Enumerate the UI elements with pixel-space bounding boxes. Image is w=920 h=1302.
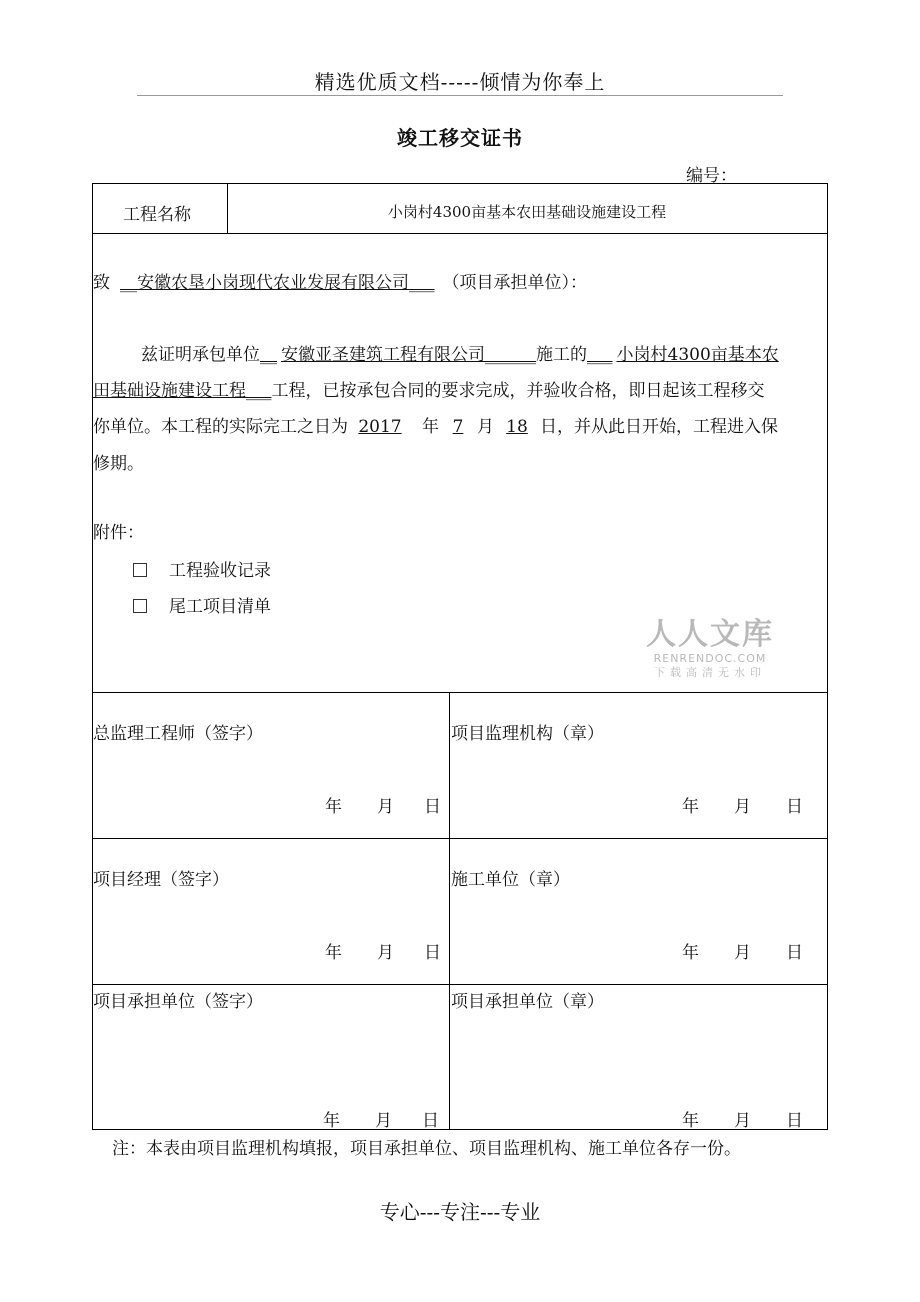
row-divider xyxy=(93,233,827,234)
completion-month: 7 xyxy=(452,417,464,437)
year-label: 年 xyxy=(422,417,439,437)
contractor-name: 安徽亚圣建筑工程有限公司 xyxy=(281,345,485,365)
undertaker-sign-label: 项目承担单位（签字） xyxy=(93,992,263,1012)
day-label: 日 xyxy=(786,797,803,817)
row-divider xyxy=(93,838,827,839)
month-label: 月 xyxy=(734,943,751,963)
blank: ___ xyxy=(246,381,272,401)
page-footer: 专心---专注---专业 xyxy=(379,1200,541,1224)
chief-supervisor-label: 总监理工程师（签字） xyxy=(93,724,263,744)
construction-unit-label: 施工单位（章） xyxy=(451,870,570,890)
year-label: 年 xyxy=(682,943,699,963)
paragraph-text: 施工的 xyxy=(536,345,587,365)
watermark-tagline: 下载高清无水印 xyxy=(654,666,766,679)
document-number-label: 编号： xyxy=(686,166,737,186)
attachment-item xyxy=(133,592,271,617)
month-label: 月 xyxy=(377,943,394,963)
attachment-label: 工程验收记录 xyxy=(169,561,271,581)
undertaker-seal-label: 项目承担单位（章） xyxy=(451,992,604,1012)
month-label: 月 xyxy=(734,1111,751,1131)
date-line xyxy=(325,792,441,817)
addressee-prefix: 致 xyxy=(93,273,110,293)
attachment-item xyxy=(133,556,271,581)
table-note: 注：本表由项目监理机构填报，项目承担单位、项目监理机构、施工单位各存一份。 xyxy=(112,1139,741,1159)
year-label: 年 xyxy=(325,797,342,817)
completion-year: 2017 xyxy=(358,417,402,437)
day-label: 日 xyxy=(424,797,441,817)
year-label: 年 xyxy=(682,797,699,817)
attachments-label: 附件： xyxy=(93,523,144,543)
header-divider xyxy=(137,95,783,96)
date-line xyxy=(682,938,803,963)
date-line xyxy=(325,938,441,963)
paragraph-text: 日，并从此日开始，工程进入保 xyxy=(540,417,778,437)
addressee-org: 安徽农垦小岗现代农业发展有限公司 xyxy=(137,273,409,293)
year-label: 年 xyxy=(325,943,342,963)
page-header: 精选优质文档-----倾情为你奉上 xyxy=(314,70,606,94)
blank: __ xyxy=(260,345,277,365)
year-label: 年 xyxy=(682,1111,699,1131)
paragraph-line-1 xyxy=(141,340,779,365)
day-label: 日 xyxy=(786,1111,803,1131)
project-manager-label: 项目经理（签字） xyxy=(93,870,229,890)
month-label: 月 xyxy=(734,797,751,817)
checkbox[interactable] xyxy=(133,563,147,577)
blank: ______ xyxy=(485,345,536,365)
addressee-suffix: （项目承担单位）： xyxy=(442,273,587,293)
column-divider xyxy=(449,692,450,1130)
addressee-line xyxy=(93,268,587,293)
paragraph-line-3 xyxy=(93,412,778,437)
paragraph-line-4: 修期。 xyxy=(93,454,144,474)
addressee-blank: __ xyxy=(120,273,137,293)
paragraph-text: 兹证明承包单位 xyxy=(141,345,260,365)
blank: ___ xyxy=(587,345,613,365)
date-line xyxy=(323,1106,439,1131)
project-name-inline: 田基础设施建设工程 xyxy=(93,381,246,401)
paragraph-text: 工程，已按承包合同的要求完成，并验收合格，即日起该工程移交 xyxy=(271,381,765,401)
project-name-label: 工程名称 xyxy=(123,205,191,225)
attachment-label: 尾工项目清单 xyxy=(169,597,271,617)
row-divider xyxy=(93,984,827,985)
paragraph-line-2 xyxy=(93,376,765,401)
month-label: 月 xyxy=(375,1111,392,1131)
paragraph-text: 你单位。本工程的实际完工之日为 xyxy=(93,417,348,437)
month-label: 月 xyxy=(377,797,394,817)
date-line xyxy=(682,792,803,817)
checkbox[interactable] xyxy=(133,599,147,613)
completion-day: 18 xyxy=(506,417,528,437)
watermark-logo-text: 人人文库 xyxy=(646,617,774,652)
project-name-value: 小岗村4300亩基本农田基础设施建设工程 xyxy=(387,203,667,221)
document-title: 竣工移交证书 xyxy=(397,126,523,150)
day-label: 日 xyxy=(424,943,441,963)
day-label: 日 xyxy=(422,1111,439,1131)
addressee-blank: ___ xyxy=(409,273,435,293)
day-label: 日 xyxy=(786,943,803,963)
month-label: 月 xyxy=(477,417,494,437)
supervision-org-label: 项目监理机构（章） xyxy=(451,724,604,744)
watermark xyxy=(640,618,780,680)
watermark-site: RENRENDOC.COM xyxy=(653,652,767,665)
row-divider xyxy=(93,692,827,693)
year-label: 年 xyxy=(323,1111,340,1131)
date-line xyxy=(682,1106,803,1131)
project-name-inline: 小岗村4300亩基本农 xyxy=(616,345,779,365)
